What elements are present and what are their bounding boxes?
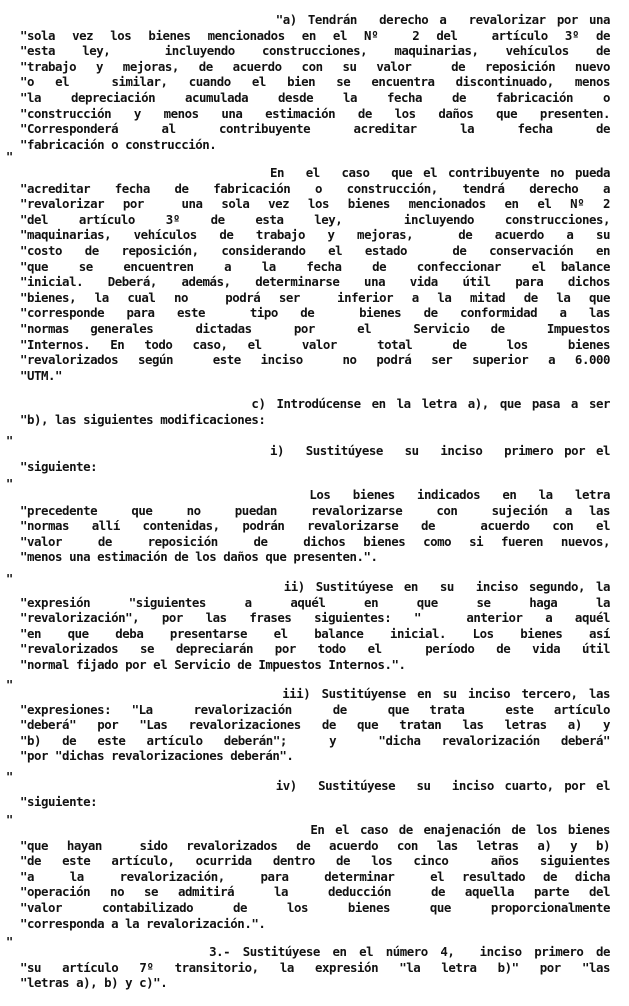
text-line: "a la revalorización, para determinar el resultado de dicha [20, 868, 610, 884]
paragraph-a-text [20, 12, 610, 152]
paragraph-c-intro [20, 396, 610, 427]
text-line: "b) de este artículo deberán"; y "dicha revalorización deberá" [20, 732, 610, 748]
text-line: iii) Sustitúyense en su inciso tercero, las [20, 686, 610, 701]
text-line: En el caso que el contribuyente no pueda [20, 165, 610, 180]
text-line: c) Introdúcense en la letra a), que pasa a ser [20, 396, 610, 411]
text-line: "o el similar, cuando el bien se encuentra discontinuado, menos [20, 74, 610, 90]
paragraph-ii [20, 579, 610, 673]
text-line: iv) Sustitúyese su inciso cuarto, por el [20, 778, 610, 793]
text-line: "construcción y menos una estimación de los daños que presenten. [20, 105, 610, 121]
text-line: "normal fijado por el Servicio de Impuestos Internos.". [20, 656, 406, 672]
text-line: "UTM." [20, 367, 63, 383]
text-line: "corresponda a la revalorización.". [20, 915, 266, 931]
text-line: "normas allí contenidas, podrán revalorizarse de acuerdo con el [20, 518, 610, 534]
paragraph-iii [20, 686, 610, 764]
text-line: "corresponde para este tipo de bienes de conformidad a las [20, 305, 610, 321]
text-line: "expresión "siguientes a aquél en que se haga la [20, 594, 610, 610]
text-line: "en que deba presentarse el balance inicial. Los bienes así [20, 625, 610, 641]
text-line: "revalorizados se depreciarán por todo el período de vida útil [20, 641, 610, 657]
text-line: "valor de reposición de dichos bienes como si fueren nuevos, [20, 533, 610, 549]
text-line: "del artículo 3º de esta ley, incluyendo construcciones, [20, 211, 610, 227]
text-line: i) Sustitúyese su inciso primero por el [20, 443, 610, 458]
text-line: 3.- Sustitúyese en el número 4, inciso primero de [20, 944, 610, 959]
text-line: "que se encuentren a la fecha de confeccionar el balance [20, 258, 610, 274]
text-line: "bienes, la cual no podrá ser inferior a la mitad de la que [20, 289, 610, 305]
text-line: "Internos. En todo caso, el valor total de los bienes [20, 336, 610, 352]
text-line: "siguiente: [20, 793, 98, 809]
text-line: "revalorizados según este inciso no podrá ser superior a 6.000 [20, 352, 610, 368]
continuation-mark: " [6, 434, 13, 448]
text-line: En el caso de enajenación de los bienes [20, 822, 610, 837]
text-line: "costo de reposición, considerando el estado de conservación en [20, 242, 610, 258]
text-line: "deberá" por "Las revalorizaciones de que tratan las letras a) y [20, 717, 610, 733]
text-line: "que hayan sido revalorizados de acuerdo con las letras a) y b) [20, 837, 610, 853]
continuation-mark: " [6, 770, 13, 784]
continuation-mark: " [6, 813, 13, 827]
text-line: "expresiones: "La revalorización de que trata este artículo [20, 701, 610, 717]
text-line: "de este artículo, ocurrida dentro de los cinco años siguientes [20, 853, 610, 869]
text-line: ii) Sustitúyese en su inciso segundo, la [20, 579, 610, 594]
text-line: "sola vez los bienes mencionados en el Nº 2 del artículo 3º de [20, 27, 610, 43]
paragraph-3 [20, 944, 610, 991]
paragraph-i [20, 443, 610, 474]
paragraph-unknown-date [20, 165, 610, 383]
text-line: "operación no se admitirá la deducción de aquella parte del [20, 884, 610, 900]
paragraph-iv-text [20, 822, 610, 931]
text-line: Los bienes indicados en la letra [20, 487, 610, 502]
continuation-mark: " [6, 935, 13, 949]
text-line: "por "dichas revalorizaciones deberán". [20, 748, 294, 764]
text-line: "menos una estimación de los daños que presenten.". [20, 549, 378, 565]
text-line: "la depreciación acumulada desde la fecha de fabricación o [20, 89, 610, 105]
continuation-mark: " [6, 572, 13, 586]
text-line: "esta ley, incluyendo construcciones, maquinarias, vehículos de [20, 43, 610, 59]
continuation-mark: " [6, 150, 13, 164]
paragraph-i-text [20, 487, 610, 565]
text-line: "normas generales dictadas por el Servicio de Impuestos [20, 320, 610, 336]
text-line: "valor contabilizado de los bienes que proporcionalmente [20, 899, 610, 915]
text-line: "b), las siguientes modificaciones: [20, 411, 266, 427]
text-line: "fabricación o construcción. [20, 136, 217, 152]
text-line: "a) Tendrán derecho a revalorizar por una [20, 12, 610, 27]
text-line: "su artículo 7º transitorio, la expresión "la letra b)" por "las [20, 959, 610, 975]
text-line: "Corresponderá al contribuyente acreditar la fecha de [20, 121, 610, 137]
text-line: "precedente que no puedan revalorizarse con sujeción a las [20, 502, 610, 518]
text-line: "revalorizar por una sola vez los bienes mencionados en el Nº 2 [20, 196, 610, 212]
text-line: "maquinarias, vehículos de trabajo y mejoras, de acuerdo a su [20, 227, 610, 243]
text-line: "trabajo y mejoras, de acuerdo con su valor de reposición nuevo [20, 58, 610, 74]
text-line: "siguiente: [20, 458, 98, 474]
text-line: "letras a), b) y c)". [20, 975, 168, 991]
paragraph-iv [20, 778, 610, 809]
text-line: "inicial. Deberá, además, determinarse una vida útil para dichos [20, 274, 610, 290]
continuation-mark: " [6, 678, 13, 692]
continuation-mark: " [6, 477, 13, 491]
text-line: "revalorización", por las frases siguientes: " anterior a aquél [20, 610, 610, 626]
text-line: "acreditar fecha de fabricación o construcción, tendrá derecho a [20, 180, 610, 196]
